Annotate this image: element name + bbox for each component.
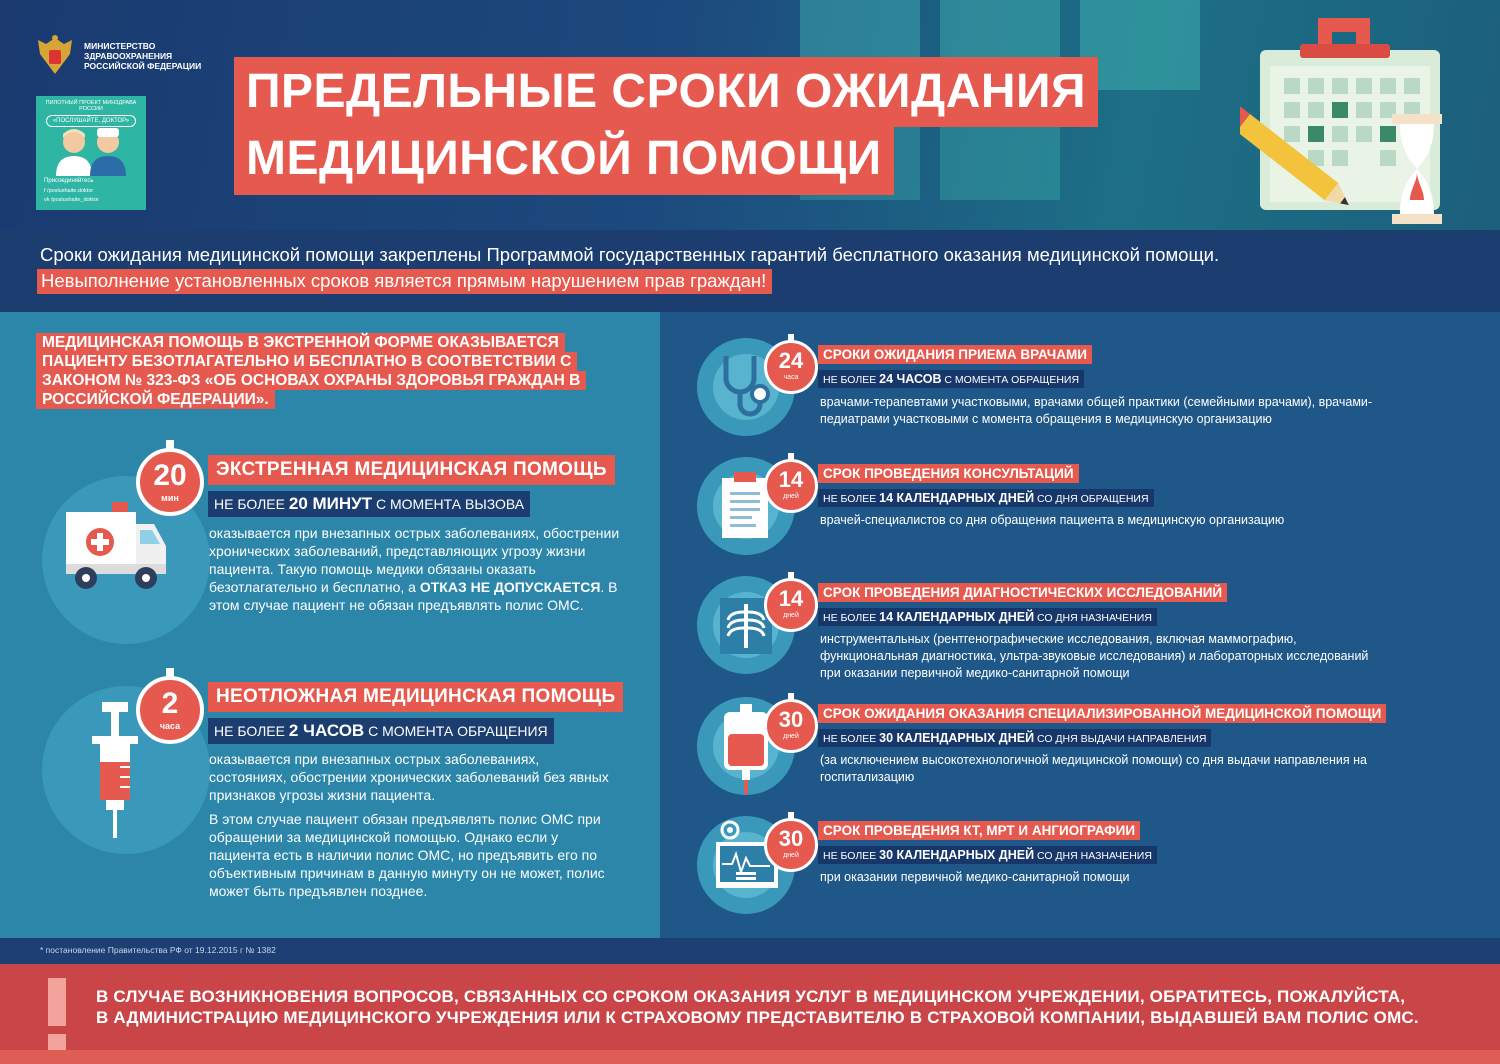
emergency-title: ЭКСТРЕННАЯ МЕДИЦИНСКАЯ ПОМОЩЬ <box>208 455 615 485</box>
limit-post: СО ДНЯ ОБРАЩЕНИЯ <box>1034 493 1149 505</box>
item-title-ct-mri: СРОК ПРОВЕДЕНИЯ КТ, МРТ И АНГИОГРАФИИ <box>818 821 1140 840</box>
ministry-line: ЗДРАВООХРАНЕНИЯ <box>84 51 173 61</box>
notice-line-1: В СЛУЧАЕ ВОЗНИКНОВЕНИЯ ВОПРОСОВ, СВЯЗАННЫХ СО СРОКОМ ОКАЗАНИЯ УСЛУГ В МЕДИЦИНСКОМ УЧРЕЖДЕНИИ, ОБРАТИТЕСЬ, ПОЖАЛУЙСТА, <box>96 987 1406 1006</box>
coat-of-arms-icon <box>34 34 76 78</box>
item-title-consultation: СРОК ПРОВЕДЕНИЯ КОНСУЛЬТАЦИЙ <box>818 464 1079 483</box>
timer-badge-20 <box>136 448 204 516</box>
emergency-text-b: . В этом случае пациент не обязан предъявлять полис ОМС. <box>209 579 618 613</box>
timer-knob <box>166 668 174 678</box>
emergency-text-a: оказывается при внезапных острых заболеваниях, обострении хронических заболеваний, представляющих угрозу жизни пациента. Такую помощь медики обязаны оказать безотлагательно и бесплатно, а <box>209 525 620 595</box>
timer-knob <box>166 440 174 450</box>
limit-post: С МОМЕНТА ВЫЗОВА <box>372 496 525 512</box>
vk-link[interactable]: vk /poslushaite_doktor <box>44 197 99 203</box>
item-text-appointment: врачами-терапевтами участковыми, врачами общей практики (семейными врачами), врачами-педиатрами участковыми с момента обращения в медицинскую организацию <box>820 395 1373 426</box>
pilot-join: Присоединяйтесь <box>44 178 94 184</box>
timer-badge-2 <box>136 676 204 744</box>
urgent-limit <box>208 718 554 744</box>
limit-post: СО ДНЯ НАЗНАЧЕНИЯ <box>1034 612 1152 624</box>
timer-badge-30 <box>764 818 818 872</box>
limit-bold: 20 МИНУТ <box>288 494 373 513</box>
limit-bold: 30 КАЛЕНДАРНЫХ ДНЕЙ <box>879 848 1035 862</box>
badge-unit: дней <box>783 733 799 740</box>
pilot-name: «ПОСЛУШАЙТЕ, ДОКТОР» <box>46 115 136 127</box>
emergency-text-bold: ОТКАЗ НЕ ДОПУСКАЕТСЯ <box>419 579 601 595</box>
header <box>0 0 1500 230</box>
badge-number: 2 <box>161 687 179 720</box>
bottom-notice <box>0 964 1500 1064</box>
badge-number: 20 <box>153 459 187 492</box>
footnote: * постановление Правительства РФ от 19.12.2015 г № 1382 <box>40 945 276 955</box>
limit-bold: 14 КАЛЕНДАРНЫХ ДНЕЙ <box>879 610 1035 624</box>
item-title-specialized: СРОК ОЖИДАНИЯ ОКАЗАНИЯ СПЕЦИАЛИЗИРОВАННОЙ МЕДИЦИНСКОЙ ПОМОЩИ <box>818 704 1386 723</box>
facebook-link[interactable]: f /poslushaite.doktor <box>44 188 94 194</box>
limit-pre: НЕ БОЛЕЕ <box>823 850 880 862</box>
limit-post: СО ДНЯ ВЫДАЧИ НАПРАВЛЕНИЯ <box>1034 733 1207 745</box>
limit-post: СО ДНЯ НАЗНАЧЕНИЯ <box>1034 850 1152 862</box>
badge-unit: часа <box>159 721 181 731</box>
limit-bold: 30 КАЛЕНДАРНЫХ ДНЕЙ <box>879 731 1035 745</box>
badge-number: 30 <box>778 826 804 851</box>
item-limit-specialized <box>818 729 1211 747</box>
timer-badge-24 <box>764 340 818 394</box>
emergency-text <box>209 524 629 614</box>
timer-badge-14 <box>764 578 818 632</box>
ministry-line: МИНИСТЕРСТВО <box>84 41 156 51</box>
item-limit-appointment <box>818 370 1084 388</box>
badge-unit: часа <box>783 374 799 381</box>
badge-number: 24 <box>778 348 804 373</box>
intro-text: Сроки ожидания медицинской помощи закреплены Программой государственных гарантий бесплатного оказания медицинской помощи. <box>40 244 1220 265</box>
badge-unit: дней <box>783 493 799 500</box>
notice-line-2: В АДМИНИСТРАЦИЮ МЕДИЦИНСКОГО УЧРЕЖДЕНИЯ ИЛИ К СТРАХОВОМУ ПРЕДСТАВИТЕЛЮ В СТРАХОВОЙ КОМПАНИИ, ВЫДАВШЕЙ ВАМ ПОЛИС ОМС. <box>96 1008 1419 1027</box>
badge-number: 14 <box>778 467 804 492</box>
exclamation-icon <box>42 974 72 1054</box>
law-text: МЕДИЦИНСКАЯ ПОМОЩЬ В ЭКСТРЕННОЙ ФОРМЕ ОКАЗЫВАЕТСЯ ПАЦИЕНТУ БЕЗОТЛАГАТЕЛЬНО И БЕСПЛАТНО В СООТВЕТСТВИИ С ЗАКОНОМ № 323-ФЗ «ОБ ОСНОВАХ ОХРАНЫ ЗДОРОВЬЯ ГРАЖДАН В РОССИЙСКОЙ ФЕДЕРАЦИИ». <box>36 333 586 409</box>
pilot-project-badge <box>36 96 146 210</box>
calendar-icon <box>1240 18 1470 230</box>
ambulance-icon <box>60 500 170 592</box>
limit-bold: 14 КАЛЕНДАРНЫХ ДНЕЙ <box>879 491 1035 505</box>
law-statement <box>36 333 606 409</box>
bottom-stripe <box>0 1050 1500 1064</box>
badge-number: 30 <box>778 707 804 732</box>
emergency-limit <box>208 491 530 517</box>
limit-pre: НЕ БОЛЕЕ <box>214 496 289 512</box>
limit-pre: НЕ БОЛЕЕ <box>823 374 880 386</box>
item-limit-diagnostics <box>818 608 1157 626</box>
urgent-title: НЕОТЛОЖНАЯ МЕДИЦИНСКАЯ ПОМОЩЬ <box>208 682 623 712</box>
urgent-text-1: оказывается при внезапных острых заболеваниях, состояниях, обострении хронических заболеваний без явных признаков угрозы жизни пациента. <box>209 751 609 803</box>
item-text-diagnostics: инструментальных (рентгенографические исследования, включая маммографию, функциональная диагностика, ультра-звуковые исследования) и лабораторных исследований при оказании первичной медико-санитарной помощи <box>820 632 1369 680</box>
badge-unit: мин <box>161 493 179 503</box>
item-limit-ct-mri <box>818 846 1157 864</box>
item-text-ct-mri: при оказании первичной медико-санитарной помощи <box>820 870 1130 884</box>
item-text-consultation: врачей-специалистов со дня обращения пациента в медицинскую организацию <box>820 513 1285 527</box>
limit-pre: НЕ БОЛЕЕ <box>823 733 880 745</box>
timer-badge-30 <box>764 699 818 753</box>
intro-band <box>0 230 1500 312</box>
limit-pre: НЕ БОЛЕЕ <box>823 612 880 624</box>
item-title-diagnostics: СРОК ПРОВЕДЕНИЯ ДИАГНОСТИЧЕСКИХ ИССЛЕДОВАНИЙ <box>818 583 1227 602</box>
badge-number: 14 <box>778 586 804 611</box>
limit-bold: 24 ЧАСОВ <box>879 372 942 386</box>
limit-post: С МОМЕНТА ОБРАЩЕНИЯ <box>364 723 548 739</box>
limit-pre: НЕ БОЛЕЕ <box>214 723 289 739</box>
limit-post: С МОМЕНТА ОБРАЩЕНИЯ <box>941 374 1080 386</box>
badge-unit: дней <box>783 612 799 619</box>
page-title-line1: ПРЕДЕЛЬНЫЕ СРОКИ ОЖИДАНИЯ <box>234 57 1098 127</box>
timer-badge-14 <box>764 459 818 513</box>
badge-unit: дней <box>783 852 799 859</box>
intro-warning: Невыполнение установленных сроков является прямым нарушением прав граждан! <box>37 269 772 294</box>
urgent-text-2: В этом случае пациент обязан предъявлять полис ОМС при обращении за медицинской помощью. Однако если у пациента есть в наличии полис ОМС, но предъявить его по объективным причинам в данную минуту он не может, полис может быть предъявлен позднее. <box>209 811 605 899</box>
ministry-line: РОССИЙСКОЙ ФЕДЕРАЦИИ <box>84 61 202 71</box>
doctors-icon <box>50 126 132 176</box>
pilot-top: ПИЛОТНЫЙ ПРОЕКТ МИНЗДРАВА РОССИИ <box>45 100 137 112</box>
item-title-appointment: СРОКИ ОЖИДАНИЯ ПРИЕМА ВРАЧАМИ <box>818 345 1092 364</box>
limit-bold: 2 ЧАСОВ <box>288 721 365 740</box>
page-title-line2: МЕДИЦИНСКОЙ ПОМОЩИ <box>234 127 894 195</box>
limit-pre: НЕ БОЛЕЕ <box>823 493 880 505</box>
item-limit-consultation <box>818 489 1154 507</box>
item-text-specialized: (за исключением высокотехнологичной медицинской помощи) со дня выдачи направления на госпитализацию <box>820 753 1367 784</box>
ministry-logo <box>34 34 224 78</box>
